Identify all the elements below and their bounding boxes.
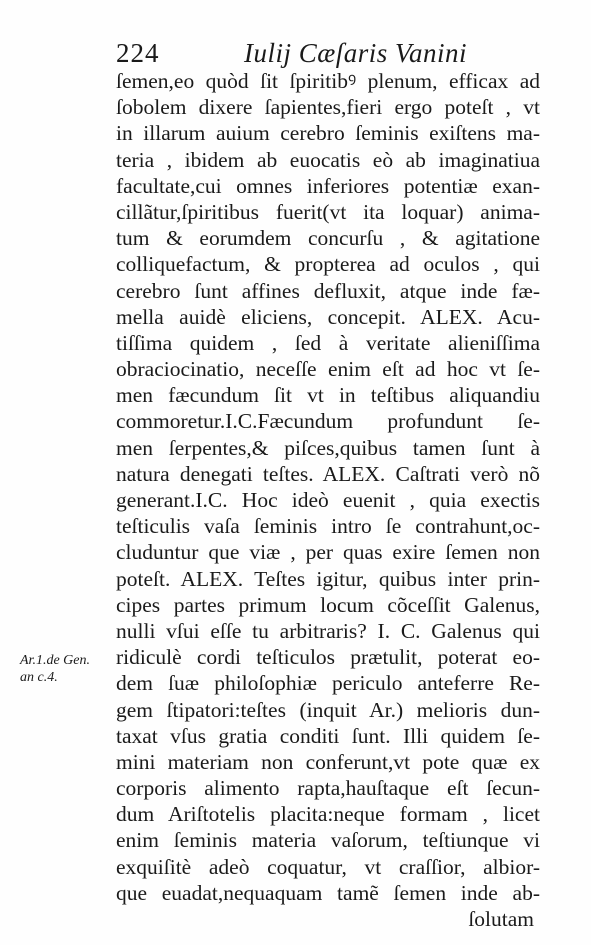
text-line: teſticulis vaſa ſeminis intro ſe contrahunt,oc-	[116, 514, 540, 539]
text-line: ſobolem dixere ſapientes,fieri ergo poteſt , vt	[116, 95, 540, 120]
running-title: Iulij Cæſaris Vanini	[244, 38, 468, 68]
marginal-citation	[20, 652, 120, 686]
text-line: gem ſtipatori:teſtes (inquit Ar.) melioris dun-	[116, 697, 540, 722]
text-line: cillãtur,ſpiritibus fuerit(vt ita loquar) anima-	[116, 199, 540, 224]
page-number: 224	[116, 38, 160, 68]
text-line: natura denegati teſtes. ALEX. Caſtrati verò nõ	[116, 461, 540, 486]
text-line: tiſſima quidem , ſed à veritate alieniſſima	[116, 330, 540, 355]
text-line: dem ſuæ philoſophiæ periculo anteferre Re-	[116, 671, 540, 696]
body-text	[116, 68, 540, 932]
text-line: colliquefactum, & propterea ad oculos , qui	[116, 252, 540, 277]
text-line: men ſerpentes,& piſces,quibus tamen ſunt à	[116, 435, 540, 460]
text-line: teria , ibidem ab euocatis eò ab imaginatiua	[116, 147, 540, 172]
text-line: cipes partes primum locum cõceſſit Galenus,	[116, 592, 540, 617]
text-line: ridiculè cordi teſticulos prætulit, poterat eo-	[116, 645, 540, 670]
text-line: mella auidè eliciens, concepit. ALEX. Acu-	[116, 304, 540, 329]
text-line: facultate,cui omnes inferiores potentiæ exan-	[116, 173, 540, 198]
text-line: cerebro ſunt affines defluxit, atque inde fæ-	[116, 278, 540, 303]
text-line: commoretur.I.C.Fæcundum profundunt ſe-	[116, 409, 540, 434]
text-line: enim ſeminis materia vaſorum, teſtiunque vi	[116, 828, 540, 853]
text-line: exquiſitè adeò coquatur, vt craſſior, albior-	[116, 854, 540, 879]
text-line: generant.I.C. Hoc ideò euenit , quia exectis	[116, 488, 540, 512]
marginal-citation-line: Ar.1.de Gen.	[20, 653, 90, 668]
text-line: taxat vſus gratia conditi ſunt. Illi quidem ſe-	[116, 723, 540, 748]
text-line: poteſt. ALEX. Teſtes igitur, quibus inter prin-	[116, 566, 540, 591]
text-line: mini materiam non conferunt,vt pote quæ ex	[116, 749, 540, 774]
text-line: ſemen,eo quòd ſit ſpiritibꝰ plenum, efficax ad	[116, 69, 540, 93]
marginal-citation-line: an c.4.	[20, 670, 58, 685]
text-line: tum & eorumdem concurſu , & agitatione	[116, 226, 540, 251]
text-line: corporis alimento rapta,hauſtaque eſt ſecun-	[116, 776, 540, 801]
text-line: men fæcundum ſit vt in teſtibus aliquandiu	[116, 383, 540, 408]
text-line: cluduntur que viæ , per quas exire ſemen non	[116, 540, 540, 565]
text-line: dum Ariſtotelis placita:neque formam , licet	[116, 802, 540, 827]
text-line: nulli vſui eſſe tu arbitraris? I. C. Galenus qui	[116, 618, 540, 643]
text-line: in illarum auium cerebro ſeminis exiſtens ma-	[116, 121, 540, 146]
text-line: que euadat,nequaquam tamẽ ſemen inde ab-	[116, 880, 540, 905]
text-line: ſolutam	[468, 907, 534, 931]
text-line: obraciocinatio, neceſſe enim eſt ad hoc vt ſe-	[116, 357, 540, 382]
